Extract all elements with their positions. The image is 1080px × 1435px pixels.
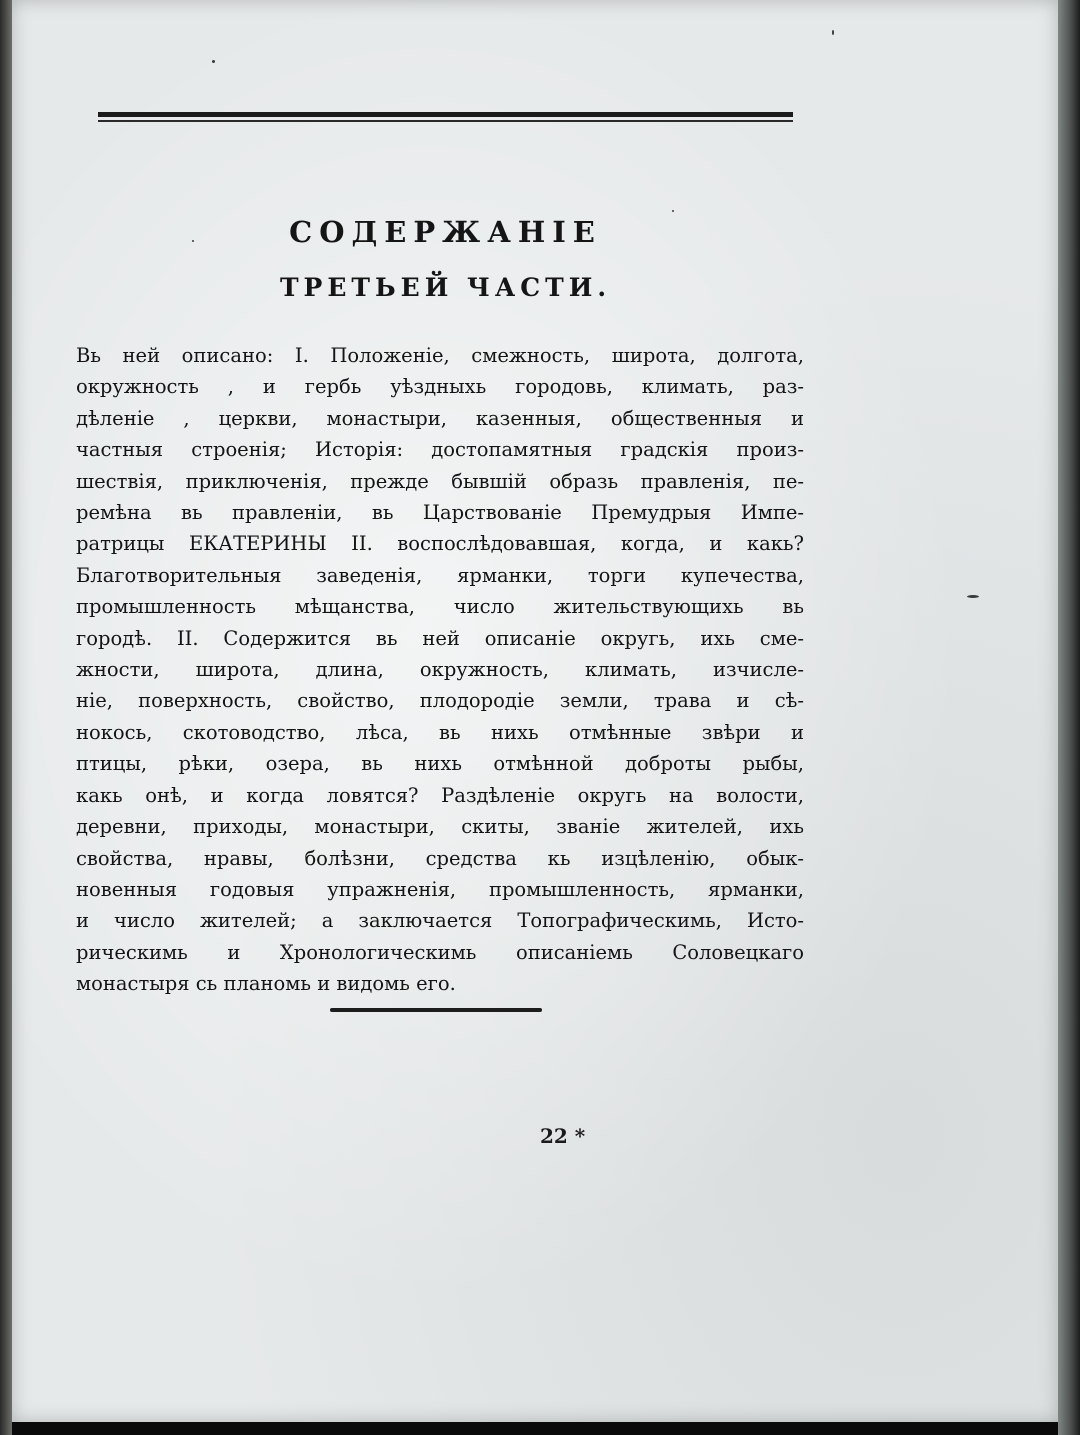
page-heading: СОДЕРЖАНІЕ (289, 215, 602, 249)
book-spine-edge (0, 0, 12, 1435)
text-line: жности, широта, длина, окружность, климать, изчисле- (76, 658, 804, 682)
text-line: Благотворительныя заведенія, ярманки, торги купечества, (76, 563, 804, 587)
fore-edge-shadow (1058, 0, 1080, 1435)
text-line: городѣ. II. Содержится вь ней описаніе округь, ихь сме- (76, 626, 804, 650)
signature-mark: 22 * (540, 1124, 586, 1148)
text-line: какь онѣ, и когда ловятся? Раздѣленіе округь на волости, (76, 783, 804, 807)
paper-speck (967, 595, 979, 598)
text-line: новенныя годовыя упражненія, промышленность, ярманки, (76, 877, 804, 901)
contents-paragraph (76, 340, 804, 1000)
bottom-rule (330, 1008, 542, 1012)
paper-speck (832, 30, 834, 35)
page-subheading: ТРЕТЬЕЙ ЧАСТИ. (279, 273, 612, 302)
text-line: ніе, поверхность, свойство, плодородіе земли, трава и сѣ- (76, 689, 804, 713)
text-line: ратрицы ЕКАТЕРИНЫ II. воспослѣдовавшая, когда, и какь? (76, 532, 804, 556)
paper-speck (212, 60, 215, 63)
text-line: дѣленіе , церкви, монастыри, казенныя, общественныя и (76, 406, 804, 430)
text-line: свойства, нравы, болѣзни, средства кь изцѣленію, обык- (76, 846, 804, 870)
top-double-rule (98, 112, 793, 124)
paper-speck (672, 210, 674, 212)
text-line: птицы, рѣки, озера, вь нихь отмѣнной доброты рыбы, (76, 752, 804, 776)
text-line: деревни, приходы, монастыри, скиты, званіе жителей, ихь (76, 815, 804, 839)
text-line: нокось, скотоводство, лѣса, вь нихь отмѣнные звѣри и (76, 720, 804, 744)
text-line: ремѣна вь правленіи, вь Царствованіе Премудрыя Импе- (76, 501, 804, 525)
text-line: рическимь и Хронологическимь описаніемь Соловецкаго (76, 940, 804, 964)
text-line: промышленность мѣщанства, число жительствующихь вь (76, 595, 804, 619)
text-line: монастыря сь планомь и видомь его. (76, 972, 456, 996)
text-line: шествія, приключенія, прежде бывшій образь правленія, пе- (76, 469, 804, 493)
text-line: частныя строенія; Исторія: достопамятныя градскія произ- (76, 438, 804, 462)
text-line: окружность , и гербь уѣздныхь городовь, климать, раз- (76, 375, 804, 399)
text-line: Вь ней описано: I. Положеніе, смежность, широта, долгота, (76, 344, 804, 367)
top-rule-thin (98, 120, 793, 122)
text-line: и число жителей; а заключается Топографическимь, Исто- (76, 909, 804, 933)
top-rule-thick (98, 112, 793, 117)
